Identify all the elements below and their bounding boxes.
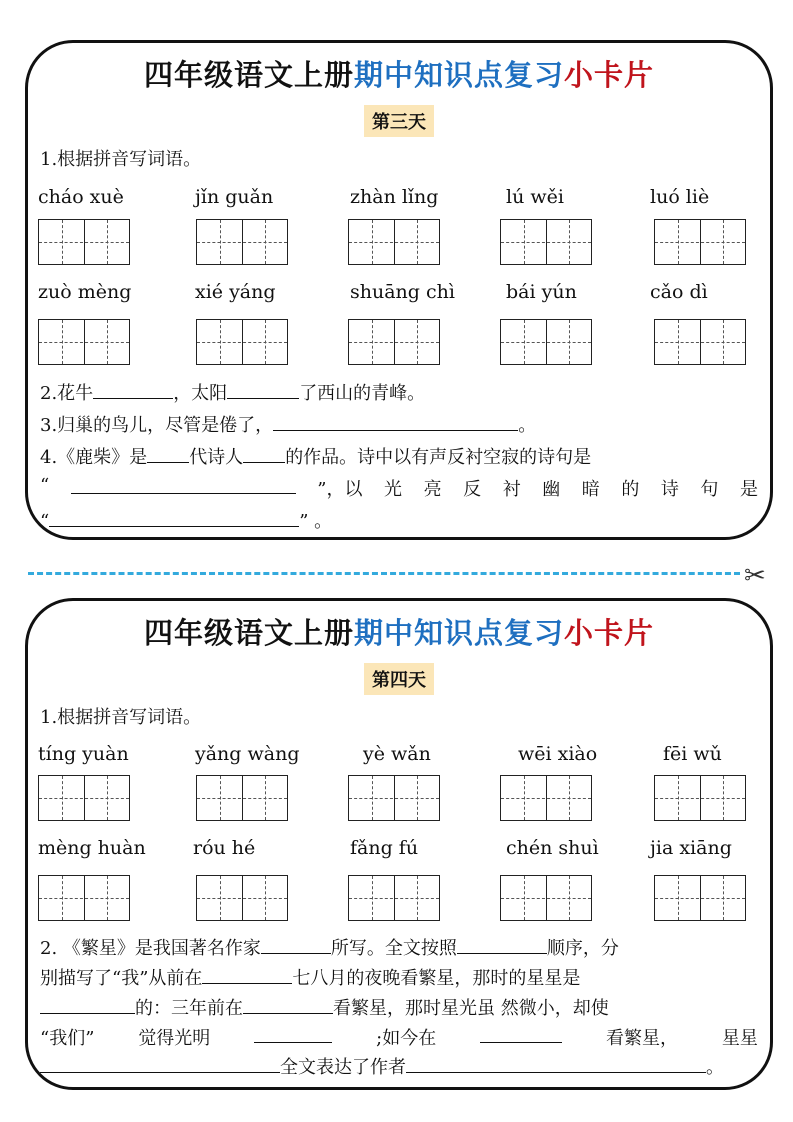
pinyin: jǐn guǎn [195,186,274,208]
pinyin: yǎng wàng [195,743,300,765]
pinyin: jia xiāng [650,837,732,859]
writing-grid[interactable] [38,219,130,265]
answer-blank[interactable] [40,995,135,1014]
writing-grid[interactable] [196,775,288,821]
pinyin: luó liè [650,186,710,208]
writing-grid[interactable] [348,219,440,265]
writing-grid[interactable] [500,219,592,265]
answer-blank[interactable] [71,475,296,494]
writing-grid[interactable] [196,319,288,365]
answer-blank[interactable] [49,508,299,527]
review-card-day3 [25,40,773,540]
writing-grid[interactable] [196,219,288,265]
writing-grid[interactable] [500,875,592,921]
pinyin: shuāng chì [350,281,455,303]
pinyin: róu hé [193,837,256,859]
answer-blank[interactable] [93,380,173,399]
writing-grid[interactable] [348,875,440,921]
day-badge: 第三天 [364,105,434,137]
writing-grid[interactable] [38,319,130,365]
question-2-line-2: 别描写了“我”从前在 七八月的夜晚看繁星，那时的星星是 [40,964,758,990]
writing-grid[interactable] [348,319,440,365]
answer-blank[interactable] [261,935,331,954]
answer-blank[interactable] [254,1024,332,1043]
question-2-line-4: “我们” 觉得光明 ;如今在 看繁星， 星星 [40,1024,758,1050]
answer-blank[interactable] [457,935,547,954]
answer-blank[interactable] [480,1024,562,1043]
answer-blank[interactable] [40,1054,280,1073]
day-badge: 第四天 [364,663,434,695]
answer-blank[interactable] [202,965,292,984]
pinyin: cǎo dì [650,281,708,303]
pinyin: cháo xuè [38,186,124,208]
writing-grid[interactable] [654,875,746,921]
cut-line [28,572,740,575]
pinyin: wēi xiào [518,743,598,765]
question-4: 4.《鹿柴》是 代诗人 的作品。诗中以有声反衬空寂的诗句是 [40,443,758,469]
question-2-line-5: 全文表达了作者 。 [40,1053,758,1079]
card-title: 四年级语文上册期中知识点复习小卡片 [143,616,655,650]
pinyin: lú wěi [506,186,564,208]
pinyin: xié yáng [195,281,276,303]
answer-blank[interactable] [406,1054,706,1073]
writing-grid[interactable] [196,875,288,921]
pinyin: mèng huàn [38,837,146,859]
question-1: 1.根据拼音写词语。 [40,707,202,728]
writing-grid[interactable] [500,319,592,365]
question-1: 1.根据拼音写词语。 [40,149,202,170]
writing-grid[interactable] [654,775,746,821]
pinyin: chén shuì [506,837,599,859]
pinyin: bái yún [506,281,577,303]
writing-grid[interactable] [654,219,746,265]
question-2: 2. 《繁星》是我国著名作家 所写。全文按照 顺序，分 [40,934,758,960]
writing-grid[interactable] [654,319,746,365]
pinyin: zhàn lǐng [350,186,439,208]
review-card-day4 [25,598,773,1090]
answer-blank[interactable] [243,444,285,463]
question-4-line-3: “ ” 。 [40,507,758,533]
answer-blank[interactable] [273,412,518,431]
answer-blank[interactable] [243,995,333,1014]
pinyin: fēi wǔ [663,743,722,765]
answer-blank[interactable] [147,444,189,463]
question-3: 3.归巢的鸟儿，尽管是倦了， 。 [40,411,758,437]
writing-grid[interactable] [500,775,592,821]
pinyin: fǎng fú [350,837,419,859]
writing-grid[interactable] [38,775,130,821]
pinyin: tíng yuàn [38,743,129,765]
question-2-line-3: 的：三年前在 看繁星，那时星光虽 然微小，却使 [40,994,758,1020]
scissors-icon: ✂ [744,561,766,591]
writing-grid[interactable] [38,875,130,921]
writing-grid[interactable] [348,775,440,821]
question-2: 2.花牛 ，太阳 了西山的青峰。 [40,379,758,405]
pinyin: yè wǎn [363,743,431,765]
question-4-line-2: “ ”，以 光 亮 反 衬 幽 暗 的 诗 句 是 [40,475,758,500]
pinyin: zuò mèng [38,281,132,303]
answer-blank[interactable] [227,380,299,399]
card-title: 四年级语文上册期中知识点复习小卡片 [143,58,655,92]
